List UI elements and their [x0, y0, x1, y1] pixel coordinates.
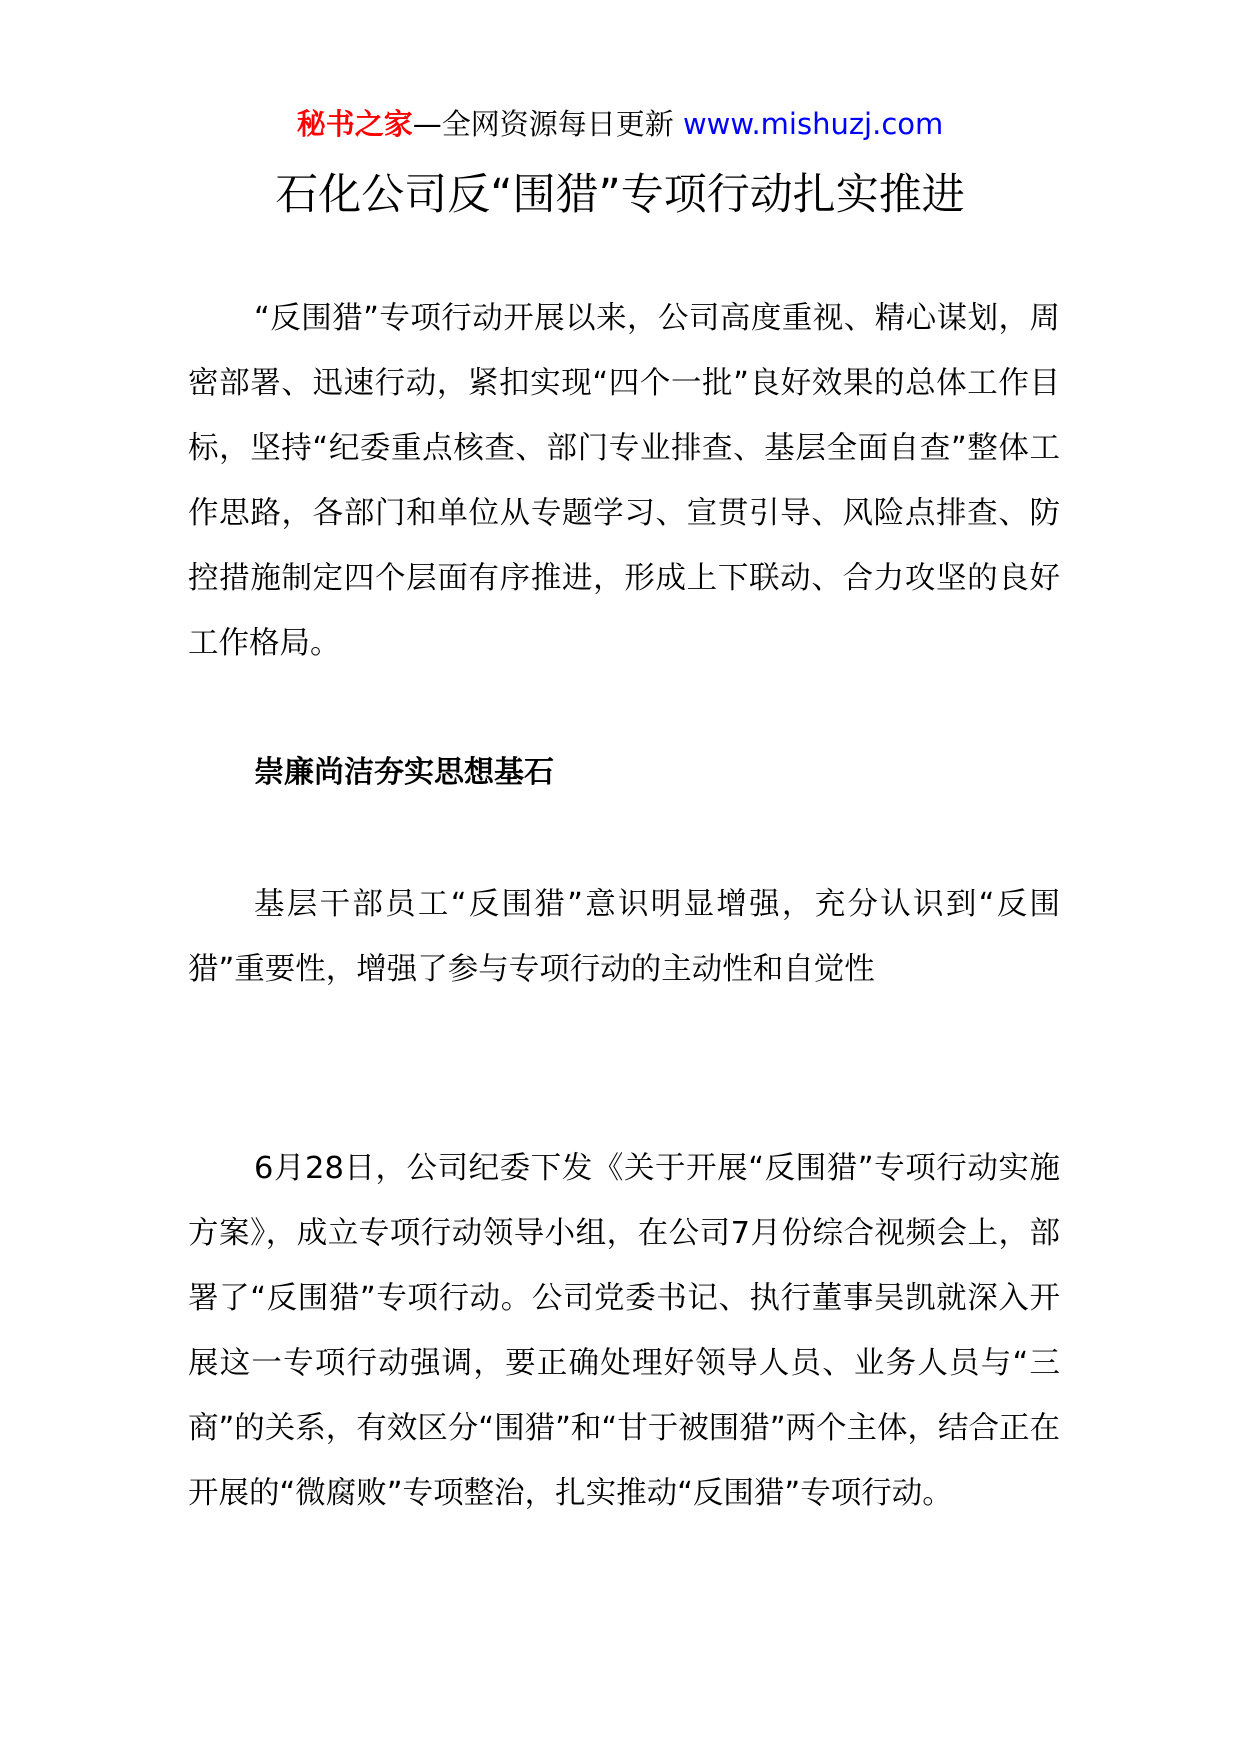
body-paragraph-awareness: 基层干部员工“反围猎”意识明显增强，充分认识到“反围猎”重要性，增强了参与专项行动的主动性和自觉性 — [188, 887, 1060, 987]
section-heading: 崇廉尚洁夯实思想基石 — [254, 755, 554, 790]
site-name: 秘书之家 — [296, 107, 413, 141]
body-paragraph-intro: “反围猎”专项行动开展以来，公司高度重视、精心谋划，周密部署、迅速行动，紧扣实现“四个一批”良好效果的总体工作目标，坚持“纪委重点核查、部门专业排查、基层全面自查”整体工作思路，各部门和单位从专题学习、宣贯引导、风险点排查、防控措施制定四个层面有序推进，形成上下联动、合力攻坚的良好工作格局。 — [188, 301, 1060, 661]
site-tagline: —全网资源每日更新 — [412, 107, 674, 141]
site-header — [0, 100, 1240, 148]
body-paragraph-deployment: 6月28日，公司纪委下发《关于开展“反围猎”专项行动实施方案》，成立专项行动领导小组，在公司7月份综合视频会上，部署了“反围猎”专项行动。公司党委书记、执行董事吴凯就深入开展这一专项行动强调，要正确处理好领导人员、业务人员与“三商”的关系，有效区分“围猎”和“甘于被围猎”两个主体，结合正在开展的“微腐败”专项整治，扎实推动“反围猎”专项行动。 — [188, 1151, 1061, 1511]
document-title: 石化公司反“围猎”专项行动扎实推进 — [275, 170, 965, 220]
site-url-link[interactable]: www.mishuzj.com — [682, 107, 944, 141]
